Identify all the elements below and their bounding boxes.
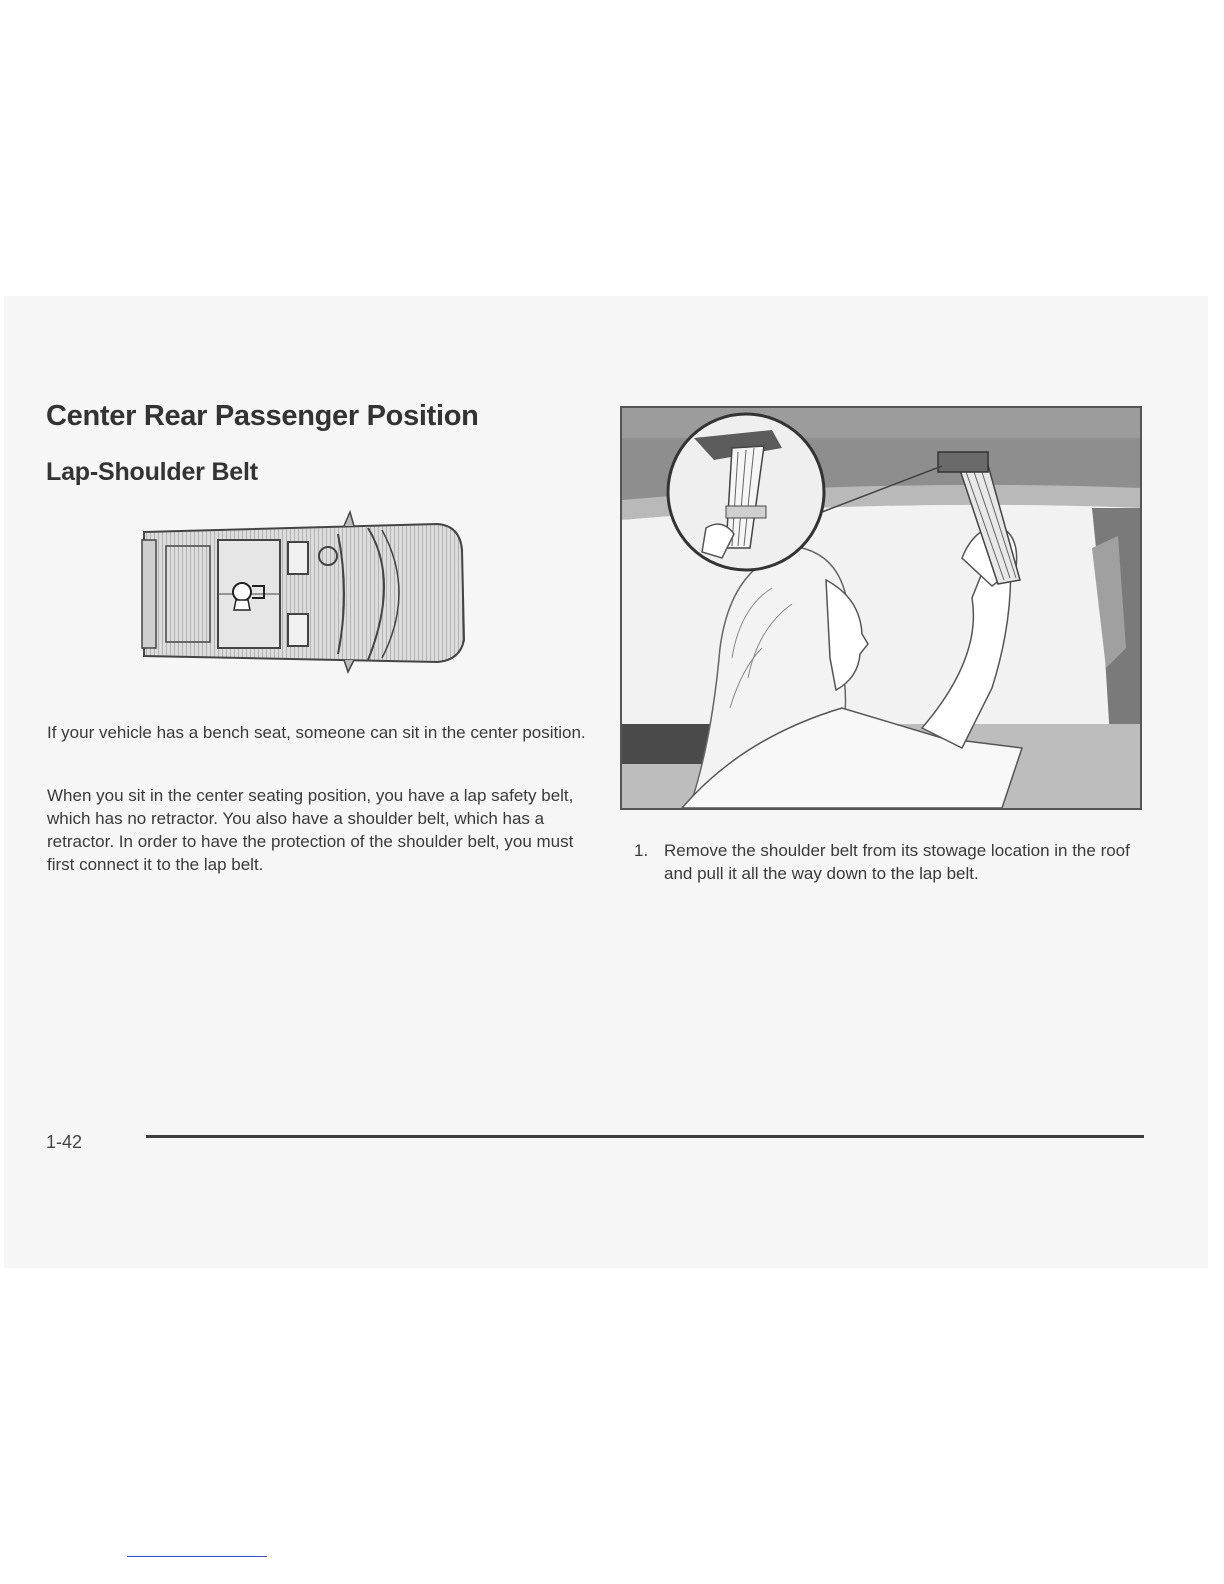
step-item bbox=[634, 839, 1144, 885]
bottom-link-underline[interactable] bbox=[127, 1556, 267, 1557]
footer-divider bbox=[146, 1135, 1144, 1138]
instruction-paragraph: When you sit in the center seating position, you have a lap safety belt, which has no retractor. You also have a shoulder belt, which has a retractor. In order to have the protection of the shoulder belt, you must first connect it to the lap belt. bbox=[47, 786, 574, 874]
step-text: Remove the shoulder belt from its stowage location in the roof and pull it all the way down to the lap belt. bbox=[664, 841, 1130, 883]
page-number: 1-42 bbox=[46, 1132, 83, 1152]
instruction-steps bbox=[634, 839, 1144, 885]
section-heading: Center Rear Passenger Position bbox=[46, 400, 479, 432]
step-number: 1. bbox=[634, 841, 649, 860]
section-subheading: Lap-Shoulder Belt bbox=[46, 458, 258, 486]
shoulder-belt-illustration bbox=[620, 406, 1142, 810]
vehicle-seating-diagram-icon bbox=[138, 510, 470, 676]
intro-paragraph: If your vehicle has a bench seat, someone can sit in the center position. bbox=[47, 723, 586, 742]
